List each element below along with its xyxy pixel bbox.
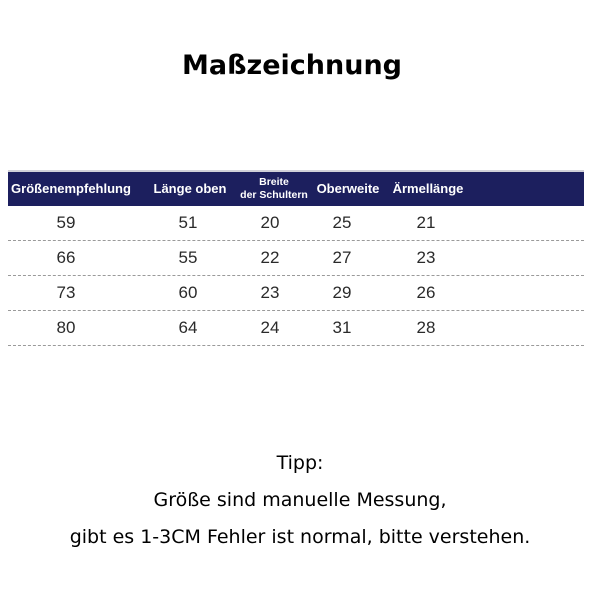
header-length: Länge oben bbox=[153, 181, 227, 197]
header-bust: Oberweite bbox=[316, 181, 380, 197]
table-cell: 26 bbox=[416, 283, 436, 302]
tip-line-2: gibt es 1-3CM Fehler ist normal, bitte verstehen. bbox=[69, 526, 531, 548]
page-title: Maßzeichnung bbox=[181, 50, 402, 81]
table-cell: 31 bbox=[332, 318, 352, 337]
table-cell: 29 bbox=[332, 283, 352, 302]
table-cell: 80 bbox=[56, 318, 76, 337]
table-cell: 28 bbox=[416, 318, 436, 337]
table-cell: 60 bbox=[178, 283, 198, 302]
table-cell: 59 bbox=[56, 213, 76, 232]
table-cell: 66 bbox=[56, 248, 76, 267]
tip-line-1: Größe sind manuelle Messung, bbox=[153, 489, 447, 511]
table-row bbox=[8, 241, 584, 276]
table-cell: 23 bbox=[416, 248, 436, 267]
table-cell: 20 bbox=[260, 213, 280, 232]
table-cell: 21 bbox=[416, 213, 436, 232]
table-cell: 23 bbox=[260, 283, 280, 302]
table-cell: 51 bbox=[178, 213, 198, 232]
table-header bbox=[8, 170, 584, 206]
table-cell: 73 bbox=[56, 283, 76, 302]
table-row bbox=[8, 311, 584, 346]
header-sleeve-length: Ärmellänge bbox=[392, 181, 464, 197]
table-cell: 24 bbox=[260, 318, 280, 337]
size-table bbox=[8, 170, 584, 346]
table-cell: 25 bbox=[332, 213, 352, 232]
header-shoulder-width-line1: Breite bbox=[259, 176, 289, 189]
tip-label: Tipp: bbox=[276, 452, 324, 474]
header-shoulder-width bbox=[236, 172, 312, 206]
table-cell: 27 bbox=[332, 248, 352, 267]
table-cell: 55 bbox=[178, 248, 198, 267]
header-shoulder-width-line2: der Schultern bbox=[240, 189, 308, 201]
table-cell: 64 bbox=[178, 318, 198, 337]
table-row bbox=[8, 206, 584, 241]
header-size-recommendation: Größenempfehlung bbox=[11, 181, 131, 197]
table-row bbox=[8, 276, 584, 311]
table-cell: 22 bbox=[260, 248, 280, 267]
